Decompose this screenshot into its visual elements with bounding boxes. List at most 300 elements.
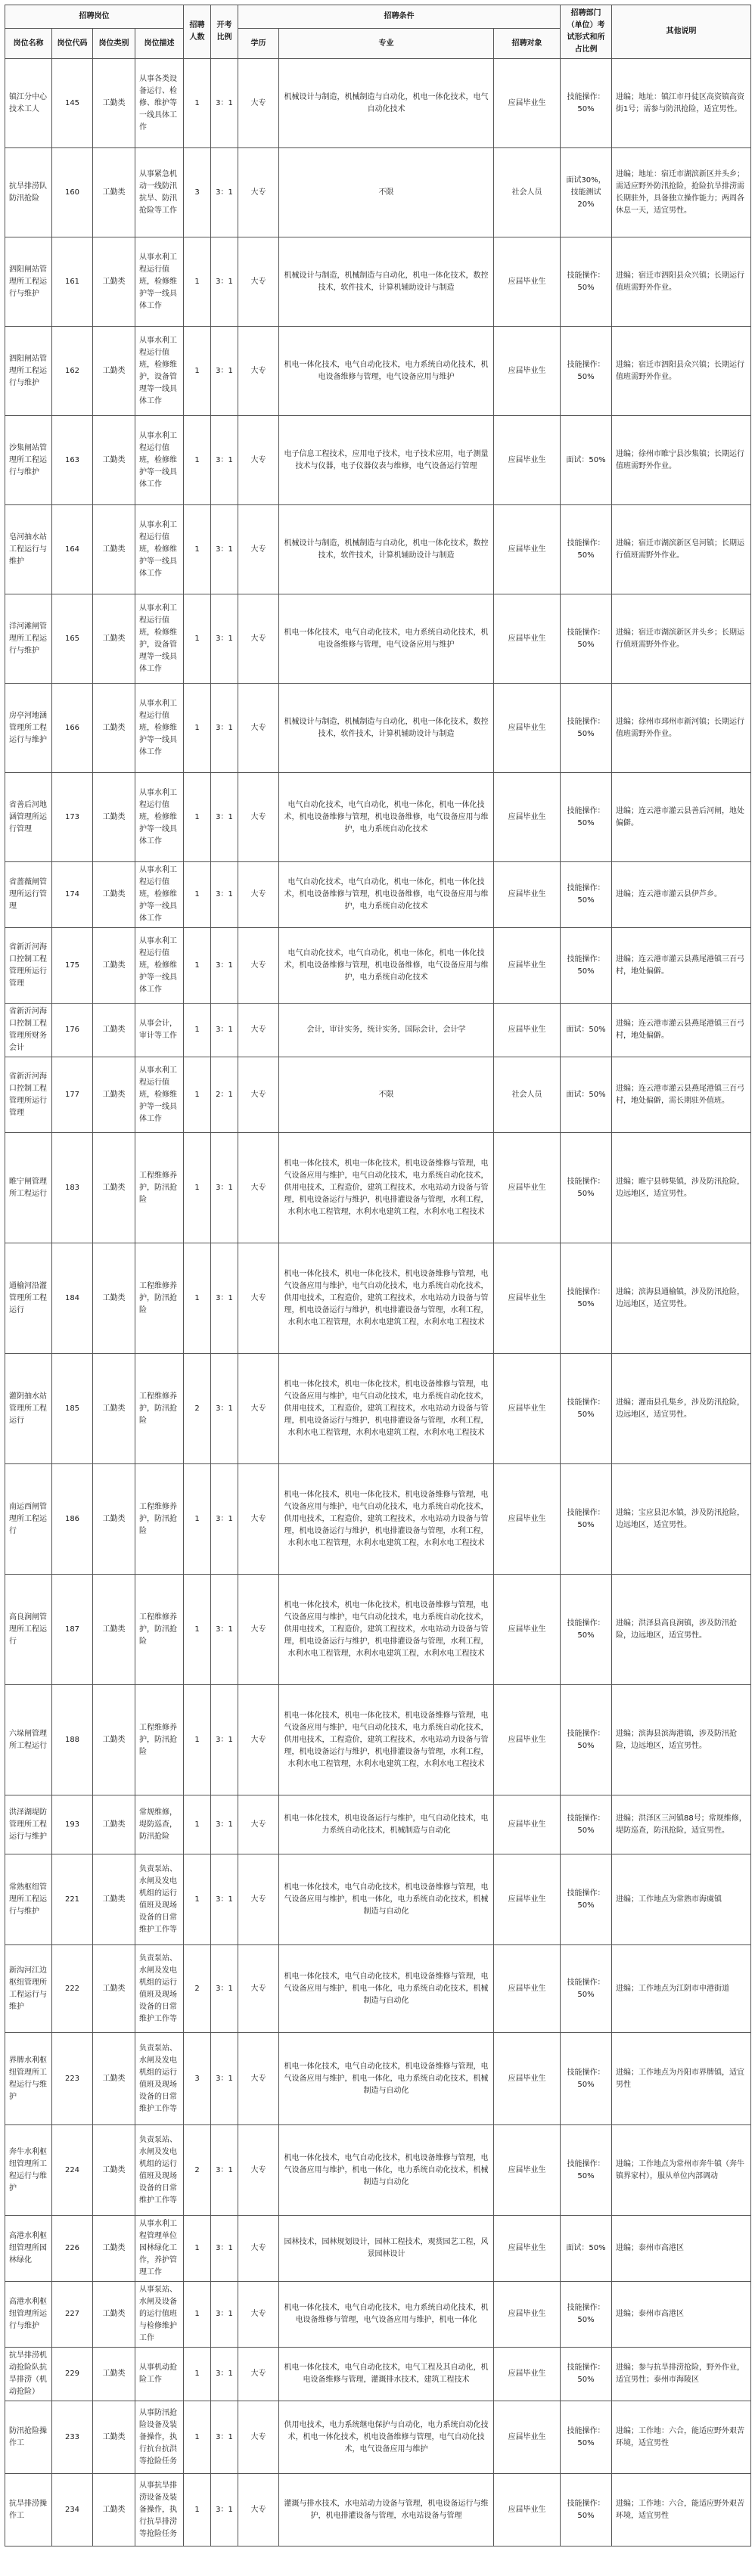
education-cell: 大专: [238, 1243, 279, 1354]
table-row: [5, 237, 751, 327]
position-name-cell: 高港水利枢纽管理所园林绿化: [5, 2216, 52, 2282]
exam-method-cell: 技能操作：50%: [561, 505, 612, 594]
position-desc-cell: 从事抗旱排涝设备及装备操作，执行抗旱排涝等抢险任务: [135, 2474, 184, 2547]
exam-ratio-cell: 3：1: [211, 1795, 238, 1854]
exam-ratio-cell: 3：1: [211, 1464, 238, 1575]
notes-cell: 进编；宿迁市湖滨新区并头乡；长期运行值班需野外作业。: [612, 594, 751, 684]
headcount-cell: 1: [184, 928, 211, 1004]
education-cell: 大专: [238, 2282, 279, 2348]
position-type-cell: 工勤类: [93, 2125, 135, 2216]
position-code-cell: 161: [52, 237, 93, 327]
exam-ratio-cell: 3：1: [211, 1854, 238, 1945]
education-cell: 大专: [238, 1133, 279, 1243]
table-row: [5, 2474, 751, 2547]
education-cell: 大专: [238, 505, 279, 594]
position-desc-cell: 从事水利工程运行值班，检修维护，设备管理等一线具体工作: [135, 327, 184, 416]
headcount-cell: 1: [184, 2282, 211, 2348]
major-cell: 机械设计与制造，机械制造与自动化，机电一体化技术，数控技术，软件技术，计算机辅助设计与制造: [279, 237, 494, 327]
table-row: [5, 1243, 751, 1354]
position-name-cell: 通榆河沿灌管理所工程运行: [5, 1243, 52, 1354]
notes-cell: 进编；连云港市灌云县燕尾港镇三百弓村，地处偏僻。: [612, 928, 751, 1004]
major-cell: 电气自动化技术，电气自动化，机电一体化，机电一体化技术，机电设备维修与管理，机电设备维修，电气设备应用与维护，电力系统自动化技术: [279, 928, 494, 1004]
position-type-cell: 工勤类: [93, 2033, 135, 2125]
headcount-cell: 1: [184, 1243, 211, 1354]
education-cell: 大专: [238, 327, 279, 416]
exam-method-cell: 技能操作：50%: [561, 59, 612, 148]
table-row: [5, 2216, 751, 2282]
table-row: [5, 1133, 751, 1243]
headcount-cell: 1: [184, 505, 211, 594]
table-row: [5, 2033, 751, 2125]
header-group-position: 招聘岗位: [5, 5, 184, 29]
position-type-cell: 工勤类: [93, 2348, 135, 2401]
exam-method-cell: 技能操作：50%: [561, 1685, 612, 1795]
education-cell: 大专: [238, 2125, 279, 2216]
exam-ratio-cell: 2：1: [211, 1057, 238, 1133]
position-type-cell: 工勤类: [93, 2474, 135, 2547]
exam-ratio-cell: 3：1: [211, 1004, 238, 1057]
education-cell: 大专: [238, 1795, 279, 1854]
table-row: [5, 928, 751, 1004]
exam-method-cell: 技能操作：50%: [561, 1243, 612, 1354]
position-code-cell: 226: [52, 2216, 93, 2282]
exam-ratio-cell: 3：1: [211, 594, 238, 684]
position-name-cell: 界牌水利枢纽管理所工程运行与维护: [5, 2033, 52, 2125]
notes-cell: 进编；工作地点为常熟市海虞镇: [612, 1854, 751, 1945]
position-code-cell: 174: [52, 862, 93, 928]
header-headcount: 招聘人数: [184, 5, 211, 59]
position-desc-cell: 从事水利工程运行值班，检修维护等一线具体工作: [135, 416, 184, 505]
position-type-cell: 工勤类: [93, 327, 135, 416]
position-code-cell: 176: [52, 1004, 93, 1057]
position-name-cell: 高良涧闸管理所工程运行: [5, 1575, 52, 1685]
major-cell: 机械设计与制造，机械制造与自动化，机电一体化技术，电气自动化技术: [279, 59, 494, 148]
exam-method-cell: 技能操作：50%: [561, 684, 612, 773]
notes-cell: 进编；工作地点为江阴市申港街道: [612, 1945, 751, 2033]
major-cell: 电气自动化技术，电气自动化，机电一体化，机电一体化技术，机电设备维修与管理，机电设备维修，电气设备应用与维护，电力系统自动化技术: [279, 862, 494, 928]
position-name-cell: 镇江分中心技术工人: [5, 59, 52, 148]
position-desc-cell: 从事机动抢险工作: [135, 2348, 184, 2401]
headcount-cell: 1: [184, 1795, 211, 1854]
exam-method-cell: 技能操作：50%: [561, 1464, 612, 1575]
education-cell: 大专: [238, 1464, 279, 1575]
position-code-cell: 165: [52, 594, 93, 684]
table-row: [5, 2401, 751, 2474]
position-desc-cell: 负责泵站、水闸及发电机组的运行值班及现场设备的日常维护工作等: [135, 2033, 184, 2125]
exam-method-cell: 技能操作：50%: [561, 2474, 612, 2547]
table-row: [5, 594, 751, 684]
exam-method-cell: 技能操作：50%: [561, 1945, 612, 2033]
headcount-cell: 2: [184, 1354, 211, 1464]
table-row: [5, 1795, 751, 1854]
notes-cell: 进编；连云港市灌云县善后河闸，地处偏僻。: [612, 773, 751, 862]
exam-ratio-cell: 3：1: [211, 684, 238, 773]
target-group-cell: 应届毕业生: [494, 237, 561, 327]
position-name-cell: 沙集闸站管理所工程运行与维护: [5, 416, 52, 505]
position-name-cell: 房亭河地涵管理所工程运行与维护: [5, 684, 52, 773]
position-name-cell: 睢宁闸管理所工程运行: [5, 1133, 52, 1243]
position-name-cell: 省蔷薇闸管理所运行管理: [5, 862, 52, 928]
position-code-cell: 183: [52, 1133, 93, 1243]
notes-cell: 进编；工作地：六合，能适应野外艰苦环境，适宜男性: [612, 2474, 751, 2547]
position-name-cell: 南运西闸管理所工程运行: [5, 1464, 52, 1575]
target-group-cell: 应届毕业生: [494, 505, 561, 594]
exam-ratio-cell: 3：1: [211, 2282, 238, 2348]
position-name-cell: 新沟河江边枢纽管理所工程运行与维护: [5, 1945, 52, 2033]
header-ratio: 开考比例: [211, 5, 238, 59]
position-type-cell: 工勤类: [93, 1133, 135, 1243]
exam-ratio-cell: 3：1: [211, 2033, 238, 2125]
education-cell: 大专: [238, 1057, 279, 1133]
position-code-cell: 223: [52, 2033, 93, 2125]
major-cell: 不限: [279, 1057, 494, 1133]
position-desc-cell: 从事各类设备运行、检修、维护等一线具体工作: [135, 59, 184, 148]
education-cell: 大专: [238, 773, 279, 862]
position-name-cell: 防汛抢险操作工: [5, 2401, 52, 2474]
position-desc-cell: 从事泵站、水闸及设备的运行值班与检修维护工作: [135, 2282, 184, 2348]
position-desc-cell: 工程维修养护，防汛抢险: [135, 1354, 184, 1464]
position-desc-cell: 从事水利工程运行值班，检修维护等一线具体工作: [135, 684, 184, 773]
target-group-cell: 应届毕业生: [494, 1464, 561, 1575]
education-cell: 大专: [238, 862, 279, 928]
table-row: [5, 684, 751, 773]
headcount-cell: 2: [184, 1945, 211, 2033]
exam-method-cell: 面试：50%: [561, 1057, 612, 1133]
education-cell: 大专: [238, 148, 279, 237]
position-code-cell: 233: [52, 2401, 93, 2474]
target-group-cell: 应届毕业生: [494, 1854, 561, 1945]
table-row: [5, 1057, 751, 1133]
notes-cell: 进编；工作地点为常州市奔牛镇（奔牛镇界家村），服从单位内部调动: [612, 2125, 751, 2216]
position-type-cell: 工勤类: [93, 505, 135, 594]
headcount-cell: 2: [184, 2125, 211, 2216]
exam-ratio-cell: 3：1: [211, 148, 238, 237]
header-col-desc: 岗位描述: [135, 29, 184, 59]
education-cell: 大专: [238, 2348, 279, 2401]
education-cell: 大专: [238, 2474, 279, 2547]
exam-ratio-cell: 3：1: [211, 416, 238, 505]
position-desc-cell: 从事水利工程运行值班，检修维护等一线具体工作: [135, 237, 184, 327]
target-group-cell: 应届毕业生: [494, 2216, 561, 2282]
major-cell: 机电一体化技术，电气自动化技术，电气工程及其自动化，机电设备维修与管理，灌溉排水技术，建筑工程技术: [279, 2348, 494, 2401]
header-exam: 招聘部门（单位）考试形式和所占比例: [561, 5, 612, 59]
position-code-cell: 229: [52, 2348, 93, 2401]
position-type-cell: 工勤类: [93, 1685, 135, 1795]
position-code-cell: 177: [52, 1057, 93, 1133]
position-name-cell: 灌阴抽水站管理所工程运行: [5, 1354, 52, 1464]
notes-cell: 进编；洪泽区三河镇88号；常规维修，堤防巡查，防汛抢险，适宜男性。: [612, 1795, 751, 1854]
education-cell: 大专: [238, 2033, 279, 2125]
exam-method-cell: 技能操作：50%: [561, 1354, 612, 1464]
position-type-cell: 工勤类: [93, 862, 135, 928]
position-code-cell: 164: [52, 505, 93, 594]
exam-ratio-cell: 3：1: [211, 1685, 238, 1795]
headcount-cell: 1: [184, 2474, 211, 2547]
exam-method-cell: 技能操作：50%: [561, 773, 612, 862]
position-name-cell: 抗旱排涝队防汛抢险: [5, 148, 52, 237]
headcount-cell: 1: [184, 1004, 211, 1057]
notes-cell: 进编；宿迁市泗阳县众兴镇；长期运行值班需野外作业。: [612, 237, 751, 327]
position-code-cell: 221: [52, 1854, 93, 1945]
exam-ratio-cell: 3：1: [211, 327, 238, 416]
notes-cell: 进编；泰州市高港区: [612, 2216, 751, 2282]
position-code-cell: 224: [52, 2125, 93, 2216]
table-row: [5, 773, 751, 862]
headcount-cell: 1: [184, 1464, 211, 1575]
education-cell: 大专: [238, 237, 279, 327]
target-group-cell: 应届毕业生: [494, 1133, 561, 1243]
table-row: [5, 2282, 751, 2348]
position-code-cell: 188: [52, 1685, 93, 1795]
target-group-cell: 应届毕业生: [494, 1575, 561, 1685]
position-type-cell: 工勤类: [93, 594, 135, 684]
position-desc-cell: 负责泵站、水闸及发电机组的运行值班及现场设备的日常维护工作等: [135, 1854, 184, 1945]
education-cell: 大专: [238, 594, 279, 684]
position-type-cell: 工勤类: [93, 1464, 135, 1575]
position-name-cell: 高港水利枢纽管理所运行与维护: [5, 2282, 52, 2348]
header-col-code: 岗位代码: [52, 29, 93, 59]
major-cell: 园林技术，园林规划设计，园林工程技术，观赏园艺工程，风景园林设计: [279, 2216, 494, 2282]
exam-method-cell: 技能操作：50%: [561, 2401, 612, 2474]
major-cell: 机械设计与制造，机械制造与自动化，机电一体化技术，数控技术，软件技术，计算机辅助设计与制造: [279, 505, 494, 594]
position-type-cell: 工勤类: [93, 928, 135, 1004]
target-group-cell: 应届毕业生: [494, 327, 561, 416]
education-cell: 大专: [238, 1575, 279, 1685]
notes-cell: 进编；连云港市灌云县伊芦乡。: [612, 862, 751, 928]
exam-ratio-cell: 3：1: [211, 1575, 238, 1685]
target-group-cell: 应届毕业生: [494, 416, 561, 505]
position-desc-cell: 从事水利工程运行值班，检修维护，设备管理等一线具体工作: [135, 594, 184, 684]
exam-method-cell: 技能操作：50%: [561, 2348, 612, 2401]
position-code-cell: 166: [52, 684, 93, 773]
exam-method-cell: 面试：50%: [561, 2216, 612, 2282]
position-type-cell: 工勤类: [93, 1575, 135, 1685]
headcount-cell: 1: [184, 237, 211, 327]
major-cell: 机电一体化技术，机电一体化技术，机电设备维修与管理，电气设备应用与维护，电气自动化技术，电力系统自动化技术，供用电技术，工程造价，建筑工程技术，水电站动力设备与管理，机电设备运行与维护，机电排灌设备与管理，水利工程，水利水电工程管理，水利水电建筑工程，水利水电工程技术: [279, 1354, 494, 1464]
major-cell: 灌溉与排水技术，水电站动力设备与管理，机电设备运行与维护，机电排灌设备与管理，水电站设备与管理: [279, 2474, 494, 2547]
position-code-cell: 173: [52, 773, 93, 862]
position-type-cell: 工勤类: [93, 2282, 135, 2348]
position-desc-cell: 从事水利工程运行值班，检修维护等一线具体工作: [135, 862, 184, 928]
exam-method-cell: 技能操作：50%: [561, 928, 612, 1004]
position-name-cell: 省新沂河海口控制工程管理所运行管理: [5, 1057, 52, 1133]
target-group-cell: 应届毕业生: [494, 1243, 561, 1354]
target-group-cell: 应届毕业生: [494, 862, 561, 928]
table-row: [5, 1575, 751, 1685]
education-cell: 大专: [238, 1945, 279, 2033]
exam-ratio-cell: 3：1: [211, 2348, 238, 2401]
major-cell: 机电一体化技术，电气自动化技术，机电设备维修与管理，电气设备应用与维护，机电一体化，电力系统自动化技术，机械制造与自动化: [279, 2033, 494, 2125]
position-desc-cell: 负责泵站、水闸及发电机组的运行值班及现场设备的日常维护工作等: [135, 1945, 184, 2033]
position-type-cell: 工勤类: [93, 1945, 135, 2033]
major-cell: 供用电技术，电力系统继电保护与自动化，电力系统自动化技术，机电一体化技术，机电设备维修与管理，电气自动化技术，电气设备应用与维护: [279, 2401, 494, 2474]
exam-ratio-cell: 3：1: [211, 862, 238, 928]
header-col-edu: 学历: [238, 29, 279, 59]
position-type-cell: 工勤类: [93, 1057, 135, 1133]
headcount-cell: 1: [184, 59, 211, 148]
notes-cell: 进编；徐州市邳州市新河镇；长期运行值班需野外作业。: [612, 684, 751, 773]
target-group-cell: 应届毕业生: [494, 2401, 561, 2474]
exam-ratio-cell: 3：1: [211, 237, 238, 327]
position-code-cell: 234: [52, 2474, 93, 2547]
notes-cell: 进编；宿迁市湖滨新区皂河镇；长期运行值班需野外作业。: [612, 505, 751, 594]
notes-cell: 进编；连云港市灌云县燕尾港镇三百弓村，地处偏僻。: [612, 1004, 751, 1057]
exam-ratio-cell: 3：1: [211, 2401, 238, 2474]
exam-method-cell: 技能操作：50%: [561, 594, 612, 684]
target-group-cell: 应届毕业生: [494, 59, 561, 148]
headcount-cell: 1: [184, 1854, 211, 1945]
position-desc-cell: 工程维修养护，防汛抢险: [135, 1685, 184, 1795]
table-row: [5, 1854, 751, 1945]
notes-cell: 进编；睢宁县韩集镇，涉及防汛抢险，边远地区，适宜男性。: [612, 1133, 751, 1243]
table-body: [5, 59, 751, 2547]
position-code-cell: 145: [52, 59, 93, 148]
major-cell: 机电一体化技术，电气自动化技术，电力系统自动化技术，机电设备维修与管理，电气设备应用与维护: [279, 594, 494, 684]
headcount-cell: 1: [184, 594, 211, 684]
target-group-cell: 社会人员: [494, 148, 561, 237]
target-group-cell: 应届毕业生: [494, 2474, 561, 2547]
education-cell: 大专: [238, 1354, 279, 1464]
position-name-cell: 泗阳闸站管理所工程运行与维护: [5, 237, 52, 327]
headcount-cell: 1: [184, 327, 211, 416]
position-type-cell: 工勤类: [93, 2401, 135, 2474]
target-group-cell: 应届毕业生: [494, 2282, 561, 2348]
major-cell: 机电一体化技术，电气自动化技术，电力系统自动化技术，机电设备维修与管理，电气设备应用与维护: [279, 327, 494, 416]
position-desc-cell: 从事会计，审计等工作: [135, 1004, 184, 1057]
notes-cell: 进编；泰州市高港区: [612, 2282, 751, 2348]
position-code-cell: 185: [52, 1354, 93, 1464]
position-code-cell: 227: [52, 2282, 93, 2348]
education-cell: 大专: [238, 59, 279, 148]
notes-cell: 进编；宝应县氾水镇，涉及防汛抢险，边远地区，适宜男性。: [612, 1464, 751, 1575]
position-code-cell: 186: [52, 1464, 93, 1575]
headcount-cell: 1: [184, 416, 211, 505]
position-name-cell: 皂河抽水站工程运行与维护: [5, 505, 52, 594]
position-code-cell: 187: [52, 1575, 93, 1685]
table-row: [5, 1685, 751, 1795]
position-desc-cell: 从事水利工程运行值班，检修维护等一线具体工作: [135, 928, 184, 1004]
notes-cell: 进编；地址：宿迁市湖滨新区并头乡；需适应野外防汛抢险，抢险抗旱排涝需长期驻外，具备独立操作能力；两周各休息一天，适宜男性。: [612, 148, 751, 237]
table-row: [5, 416, 751, 505]
position-code-cell: 222: [52, 1945, 93, 2033]
position-code-cell: 175: [52, 928, 93, 1004]
position-type-cell: 工勤类: [93, 684, 135, 773]
exam-ratio-cell: 3：1: [211, 1133, 238, 1243]
notes-cell: 进编；宿迁市泗阳县众兴镇；长期运行值班需野外作业。: [612, 327, 751, 416]
exam-ratio-cell: 3：1: [211, 1354, 238, 1464]
exam-ratio-cell: 3：1: [211, 505, 238, 594]
table-row: [5, 2348, 751, 2401]
position-desc-cell: 工程维修养护，防汛抢险: [135, 1243, 184, 1354]
target-group-cell: 应届毕业生: [494, 773, 561, 862]
education-cell: 大专: [238, 1004, 279, 1057]
education-cell: 大专: [238, 1685, 279, 1795]
notes-cell: 进编；滨海县通榆镇，涉及防汛抢险，边远地区，适宜男性。: [612, 1243, 751, 1354]
table-row: [5, 327, 751, 416]
position-name-cell: 泗阳闸站管理所工程运行与维护: [5, 327, 52, 416]
exam-method-cell: 技能操作：50%: [561, 2125, 612, 2216]
position-type-cell: 工勤类: [93, 2216, 135, 2282]
target-group-cell: 社会人员: [494, 1057, 561, 1133]
major-cell: 电气自动化技术，电气自动化，机电一体化，机电一体化技术，机电设备维修与管理，机电设备维修，电气设备应用与维护，电力系统自动化技术: [279, 773, 494, 862]
position-name-cell: 洪泽湖堤防管理所工程运行与维护: [5, 1795, 52, 1854]
major-cell: 会计，审计实务，统计实务，国际会计，会计学: [279, 1004, 494, 1057]
target-group-cell: 应届毕业生: [494, 594, 561, 684]
exam-method-cell: 技能操作：50%: [561, 862, 612, 928]
headcount-cell: 1: [184, 684, 211, 773]
notes-cell: 进编；滨海县滨海港镇，涉及防汛抢险，边远地区，适宜男性。: [612, 1685, 751, 1795]
target-group-cell: 应届毕业生: [494, 1685, 561, 1795]
header-col-target: 招聘对象: [494, 29, 561, 59]
major-cell: 机电一体化技术，机电一体化技术，机电设备维修与管理，电气设备应用与维护，电气自动化技术，电力系统自动化技术，供用电技术，工程造价，建筑工程技术，水电站动力设备与管理，机电设备运行与维护，机电排灌设备与管理，水利工程，水利水电工程管理，水利水电建筑工程，水利水电工程技术: [279, 1133, 494, 1243]
exam-method-cell: 面试：50%: [561, 1004, 612, 1057]
position-type-cell: 工勤类: [93, 237, 135, 327]
headcount-cell: 1: [184, 1685, 211, 1795]
notes-cell: 进编；工作地：六合，能适应野外艰苦环境，适宜男性: [612, 2401, 751, 2474]
exam-method-cell: 技能操作：50%: [561, 2033, 612, 2125]
position-code-cell: 162: [52, 327, 93, 416]
position-desc-cell: 从事水利工程运行值班，检修维护等一线具体工作: [135, 773, 184, 862]
exam-ratio-cell: 3：1: [211, 2474, 238, 2547]
exam-method-cell: 面试30%，技能测试20%: [561, 148, 612, 237]
exam-ratio-cell: 3：1: [211, 773, 238, 862]
header-notes: 其他说明: [612, 5, 751, 59]
table-row: [5, 148, 751, 237]
major-cell: 机电一体化技术，机电一体化技术，机电设备维修与管理，电气设备应用与维护，电气自动化技术，电力系统自动化技术，供用电技术，工程造价，建筑工程技术，水电站动力设备与管理，机电设备运行与维护，机电排灌设备与管理，水利工程，水利水电工程管理，水利水电建筑工程，水利水电工程技术: [279, 1685, 494, 1795]
headcount-cell: 1: [184, 773, 211, 862]
table-row: [5, 505, 751, 594]
exam-method-cell: 技能操作：50%: [561, 1795, 612, 1854]
position-desc-cell: 常规维修，堤防巡查，防汛抢险: [135, 1795, 184, 1854]
target-group-cell: 应届毕业生: [494, 2348, 561, 2401]
position-type-cell: 工勤类: [93, 1795, 135, 1854]
exam-method-cell: 技能操作：50%: [561, 1133, 612, 1243]
header-col-major: 专业: [279, 29, 494, 59]
position-name-cell: 六垛闸管理所工程运行: [5, 1685, 52, 1795]
position-name-cell: 奔牛水利枢纽管理所工程运行与维护: [5, 2125, 52, 2216]
position-desc-cell: 从事水利工程管理单位园林绿化工作，养护管理工作: [135, 2216, 184, 2282]
target-group-cell: 应届毕业生: [494, 928, 561, 1004]
education-cell: 大专: [238, 1854, 279, 1945]
position-name-cell: 抗旱排涝操作工: [5, 2474, 52, 2547]
position-type-cell: 工勤类: [93, 148, 135, 237]
table-row: [5, 1945, 751, 2033]
headcount-cell: 3: [184, 2033, 211, 2125]
target-group-cell: 应届毕业生: [494, 2033, 561, 2125]
table-row: [5, 862, 751, 928]
position-desc-cell: 工程维修养护，防汛抢险: [135, 1575, 184, 1685]
notes-cell: 进编；灌南县孔集乡，涉及防汛抢险，边远地区，适宜男性。: [612, 1354, 751, 1464]
notes-cell: 进编；工作地点为丹阳市界牌镇，适宜男性: [612, 2033, 751, 2125]
exam-ratio-cell: 3：1: [211, 2216, 238, 2282]
headcount-cell: 1: [184, 2216, 211, 2282]
major-cell: 机电一体化技术，电气自动化技术，机电设备维修与管理，电气设备应用与维护，机电一体化，电力系统自动化技术，机械制造与自动化: [279, 1854, 494, 1945]
table-row: [5, 59, 751, 148]
exam-ratio-cell: 3：1: [211, 2125, 238, 2216]
notes-cell: 进编；徐州市睢宁县沙集镇；长期运行值班需野外作业。: [612, 416, 751, 505]
position-code-cell: 184: [52, 1243, 93, 1354]
position-type-cell: 工勤类: [93, 773, 135, 862]
major-cell: 机电一体化技术，机电设备运行与维护，电气自动化技术，电力系统自动化技术，机械制造与自动化: [279, 1795, 494, 1854]
target-group-cell: 应届毕业生: [494, 1945, 561, 2033]
target-group-cell: 应届毕业生: [494, 1354, 561, 1464]
position-type-cell: 工勤类: [93, 1854, 135, 1945]
position-name-cell: 省善后河地涵管理所运行管理: [5, 773, 52, 862]
header-col-name: 岗位名称: [5, 29, 52, 59]
education-cell: 大专: [238, 416, 279, 505]
exam-method-cell: 技能操作：50%: [561, 327, 612, 416]
position-type-cell: 工勤类: [93, 1004, 135, 1057]
